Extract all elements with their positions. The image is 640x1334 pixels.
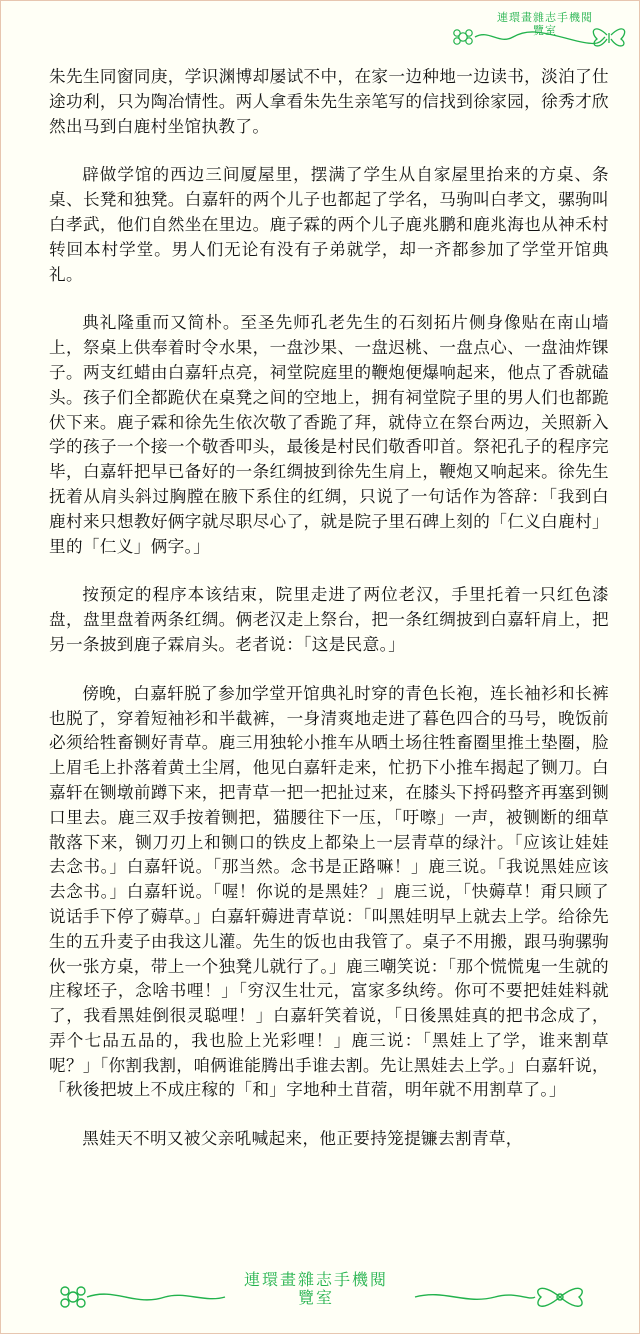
article-body (49, 65, 609, 1176)
header-brand-line1: 連環畫雜志手機閱 (497, 11, 593, 24)
flower-icon (61, 1287, 85, 1307)
paragraph: 黑娃天不明又被父亲吼喊起来，他正要持笼提镰去割青草， (82, 1129, 523, 1149)
bow-icon (538, 1288, 582, 1306)
header-brand-line2: 覽室 (533, 24, 557, 37)
paragraph: 按预定的程序本该结束，院里走进了两位老汉，手里托着一只红色漆盘，盘里盘着两条红绸。俩老汉走上祭台，把一条红绸披到白嘉轩肩上，把另一条披到鹿子霖肩头。老者说：「这是民意。」 (49, 585, 609, 654)
footer-brand-title (181, 1271, 451, 1307)
footer-brand-line1: 連環畫雜志手機閱 (243, 1270, 388, 1289)
header-brand-title (485, 11, 605, 37)
paragraph: 朱先生同窗同庚，学识渊博却屡试不中，在家一边种地一边读书，淡泊了仕途功利，只为陶冶情性。两人拿看朱先生亲笔写的信找到徐家园，徐秀才欣然出马到白鹿村坐馆执教了。 (49, 67, 609, 136)
footer-brand-line2: 覽室 (297, 1288, 334, 1307)
flower-icon (454, 30, 472, 44)
paragraph: 傍晚，白嘉轩脱了参加学堂开馆典礼时穿的青色长袍，连长袖衫和长裤也脱了，穿着短袖衫和半截裤，一身清爽地走进了暮色四合的马号，晚饭前必须给牲畜铡好青草。鹿三用独轮小推车从晒土场往牲畜圈里推土垫圈，脸上眉毛上扑落着黄土尘屑，他见白嘉轩走来，忙扔下小推车揭起了铡刀。白嘉轩在铡墩前蹲下来，把青草一把一把扯过来，在膝头下捋码整齐再塞到铡口里去。鹿三双手按着铡把，猫腰往下一压，「吁嚓」一声，被铡断的细草散落下来，铡刀刃上和铡口的铁皮上都染上一层青草的绿汁。「应该让娃娃去念书。」白嘉轩说。「那当然。念书是正路嘛！」鹿三说。「我说黑娃应该去念书。」白嘉轩说。「喔！你说的是黑娃？」鹿三说，「快薅草！甭只顾了说话手下停了薅草。」白嘉轩薅进青草说：「叫黑娃明早上就去上学。给徐先生的五升麦子由我这儿灌。先生的饭也由我管了。桌子不用搬，跟马驹骡驹伙一张方桌，带上一个独凳儿就行了。」鹿三嘲笑说：「那个慌慌鬼一生就的庄稼坯子，念啥书哩！」「穷汉生壮元，富家多纨绔。你可不要把娃娃料就了，我看黑娃倒很灵聪哩！」白嘉轩笑着说，「日後黑娃真的把书念成了，弄个七品五品的，我也脸上光彩哩！」鹿三说：「黑娃上了学，谁来割草呢？」「你割我割，咱俩谁能腾出手谁去割。先让黑娃去上学。」白嘉轩说，「秋後把坡上不成庄稼的「和」字地种土苜蓿，明年就不用割草了。」 (49, 683, 609, 1100)
paragraph: 典礼隆重而又简朴。至圣先师孔老先生的石刻拓片侧身像贴在南山墙上，祭桌上供奉着时令水果，一盘沙果、一盘迟桃、一盘点心、一盘油炸锞子。两支红蜡由白嘉轩点亮，祠堂院庭里的鞭炮便爆响起来，他点了香就磕头。孩子们全都跪伏在桌凳之间的空地上，拥有祠堂院子里的男人们也都跪伏下来。鹿子霖和徐先生依次敬了香跪了拜，就侍立在祭台两边，关照新入学的孩子一个接一个敬香叩头，最後是村民们敬香叩首。祭祀孔子的程序完毕，白嘉轩把早已备好的一条红绸披到徐先生肩上，鞭炮又响起来。徐先生抚着从肩头斜过胸膛在腋下系住的红绸，只说了一句话作为答辞：「我到白鹿村来只想教好俩字就尽职尽心了，就是院子里石碑上刻的「仁义白鹿村」里的「仁义」俩字。」 (49, 313, 609, 556)
paragraph: 辟做学馆的西边三间厦屋里，摆满了学生从自家屋里抬来的方桌、条桌、长凳和独凳。白嘉轩的两个儿子也都起了学名，马驹叫白孝文，骡驹叫白孝武，他们自然坐在里边。鹿子霖的两个儿子鹿兆鹏和鹿兆海也从神禾村转回本村学堂。男人们无论有没有子弟就学，却一齐都参加了学堂开馆典礼。 (49, 165, 609, 284)
